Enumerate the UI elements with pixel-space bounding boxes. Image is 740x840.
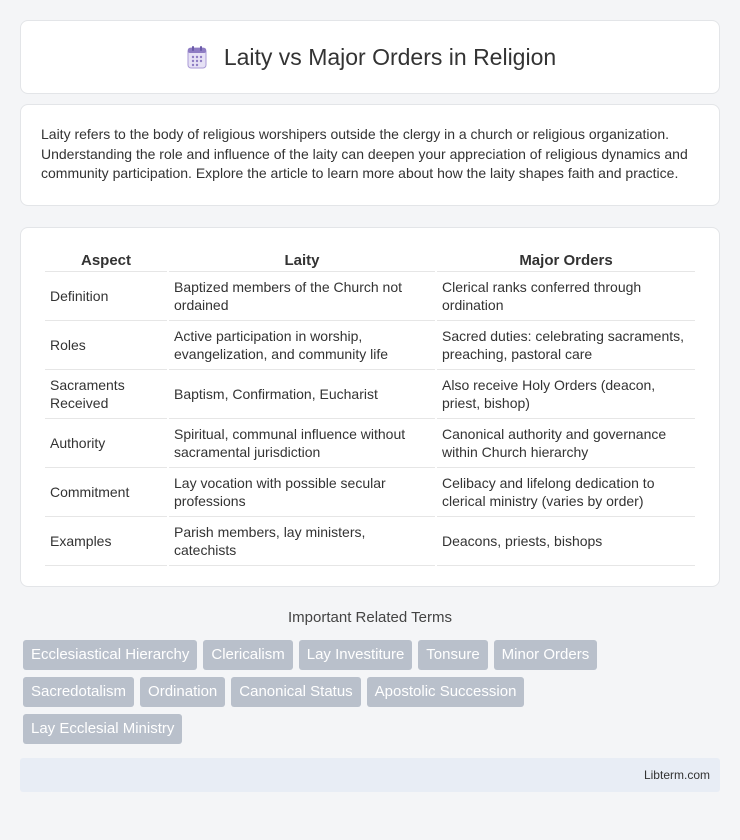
column-header-major-orders: Major Orders [437,248,695,272]
table-row [45,517,695,566]
tag-apostolic-succession[interactable]: Apostolic Succession [367,677,525,707]
tag-ecclesiastical-hierarchy[interactable]: Ecclesiastical Hierarchy [23,640,197,670]
table-row [45,272,695,321]
intro-paragraph: Laity refers to the body of religious worshipers outside the clergy in a church or religious organization. Understanding the role and influence of the laity can deepen your appreciation of religious dynamics and community participation. Explore the article to learn more about how the laity shapes faith and practice. [41,126,688,181]
related-terms-title: Important Related Terms [288,608,452,626]
footer [20,758,720,792]
table-row [45,468,695,517]
comparison-table [43,248,697,566]
table-cell: Examples [45,517,167,566]
footer-site-link[interactable]: Libterm.com [643,767,710,782]
table-cell: Celibacy and lifelong dedication to clerical ministry (varies by order) [437,468,695,517]
tag-lay-ecclesial-ministry[interactable]: Lay Ecclesial Ministry [23,714,182,744]
table-cell: Active participation in worship, evangelization, and community life [169,321,435,370]
table-header-row [45,248,695,272]
tag-lay-investiture[interactable]: Lay Investiture [299,640,413,670]
column-header-aspect: Aspect [45,248,167,272]
column-header-laity: Laity [169,248,435,272]
table-cell: Parish members, lay ministers, catechists [169,517,435,566]
table-cell: Also receive Holy Orders (deacon, priest, bishop) [437,370,695,419]
table-cell: Commitment [45,468,167,517]
table-row [45,321,695,370]
table-cell: Canonical authority and governance within Church hierarchy [437,419,695,468]
tag-canonical-status[interactable]: Canonical Status [231,677,360,707]
title-card [20,20,720,94]
tag-tonsure[interactable]: Tonsure [418,640,487,670]
related-terms-list [20,640,680,744]
table-row [45,419,695,468]
tag-clericalism[interactable]: Clericalism [203,640,292,670]
intro-card [20,104,720,206]
notepad-icon [184,44,210,70]
table-cell: Deacons, priests, bishops [437,517,695,566]
table-cell: Authority [45,419,167,468]
table-row [45,370,695,419]
table-cell: Baptized members of the Church not ordained [169,272,435,321]
tag-sacredotalism[interactable]: Sacredotalism [23,677,134,707]
table-cell: Definition [45,272,167,321]
table-cell: Baptism, Confirmation, Eucharist [169,370,435,419]
table-cell: Sacred duties: celebrating sacraments, preaching, pastoral care [437,321,695,370]
table-cell: Spiritual, communal influence without sacramental jurisdiction [169,419,435,468]
table-cell: Sacraments Received [45,370,167,419]
tag-ordination[interactable]: Ordination [140,677,225,707]
page-title: Laity vs Major Orders in Religion [223,43,557,70]
table-cell: Roles [45,321,167,370]
table-cell: Clerical ranks conferred through ordination [437,272,695,321]
table-cell: Lay vocation with possible secular professions [169,468,435,517]
tag-minor-orders[interactable]: Minor Orders [494,640,598,670]
comparison-table-card [20,227,720,587]
